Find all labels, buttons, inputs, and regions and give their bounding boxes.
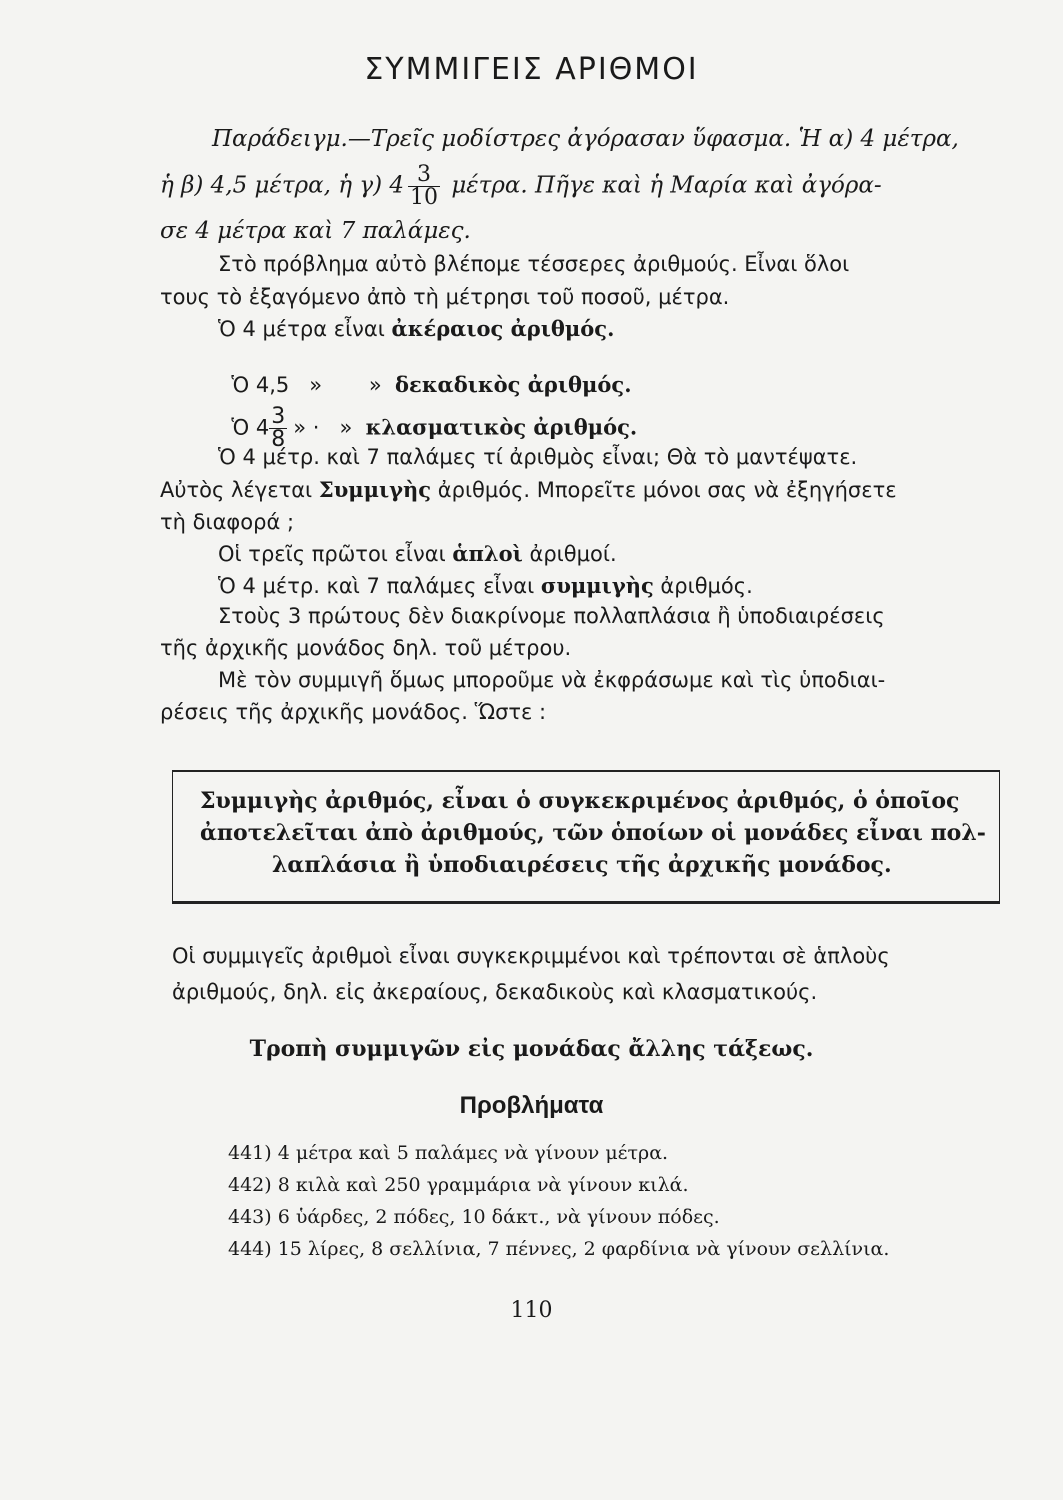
para3-line-2 (218, 573, 753, 598)
definition-line-1: Συμμιγὴς ἀριθμός, εἶναι ὁ συγκεκριμένος ἀριθμός, ὁ ὁποῖος (200, 788, 960, 814)
example-line-1: Παράδειγμ.—Τρεῖς μοδίστρες ἀγόρασαν ὕφασμα. Ἡ α) 4 μέτρα, (212, 126, 959, 152)
para3-line-2-bold: συμμιγὴς (540, 573, 654, 598)
para1-line-2: τους τὸ ἐξαγόμενο ἀπὸ τὴ μέτρησι τοῦ ποσοῦ, μέτρα. (160, 285, 730, 309)
para6-line-1: Οἱ συμμιγεῖς ἀριθμοὶ εἶναι συγκεκριμμένοι καὶ τρέπονται σὲ ἁπλοὺς (172, 944, 890, 968)
classify-row-3 (218, 382, 637, 451)
para3-line-1-bold: ἁπλοὶ (452, 541, 523, 566)
classify-row-1-text: Ὁ 4 μέτρα εἶναι (218, 317, 392, 341)
problem-item: 443) 6 ὑάρδες, 2 πόδες, 10 δάκτ., νὰ γίνουν πόδες. (228, 1206, 720, 1228)
example-line-2 (160, 164, 882, 209)
classify-row-2-text: Ὁ 4,5 » » (231, 373, 396, 397)
classify-row-3-text: Ὁ 4 (231, 415, 270, 440)
definition-line-3: λαπλάσια ἢ ὑποδιαιρέσεις τῆς ἀρχικῆς μονάδος. (272, 852, 892, 878)
para2-line-2 (160, 477, 897, 502)
para3-line-1 (218, 541, 617, 566)
para5-line-2: ρέσεις τῆς ἀρχικῆς μονάδος. Ὥστε : (160, 700, 547, 724)
fraction-denominator: 8 (271, 427, 286, 452)
fraction-denominator: 10 (410, 185, 439, 210)
para2-line-3: τὴ διαφορά ; (160, 510, 295, 534)
classify-row-1 (218, 316, 614, 341)
example-line-2-start: ἡ β) 4,5 μέτρα, ἡ γ) 4 (160, 172, 405, 199)
para2-line-2-end: ἀριθμός. Μπορεῖτε μόνοι σας νὰ ἐξηγήσετε (431, 478, 897, 502)
para4-line-2: τῆς ἀρχικῆς μονάδος δηλ. τοῦ μέτρου. (160, 636, 572, 660)
para2-line-2-bold: Συμμιγὴς (318, 477, 432, 502)
page-title: ΣΥΜΜΙΓΕΙΣ ΑΡΙΘΜΟΙ (364, 52, 699, 87)
para2-line-2-start: Αὐτὸς λέγεται (160, 478, 319, 502)
classify-row-3-bold: κλασματικὸς ἀριθμός. (365, 414, 638, 440)
para5-line-1: Μὲ τὸν συμμιγῆ ὅμως μποροῦμε νὰ ἐκφράσωμε καὶ τὶς ὑποδιαι- (218, 668, 886, 692)
para6-line-2: ἀριθμούς, δηλ. εἰς ἀκεραίους, δεκαδικοὺς καὶ κλασματικούς. (172, 980, 818, 1004)
para1-line-1: Στὸ πρόβλημα αὐτὸ βλέπομε τέσσερες ἀριθμούς. Εἶναι ὅλοι (218, 252, 850, 276)
para3-line-1-start: Οἱ τρεῖς πρῶτοι εἶναι (218, 542, 453, 566)
example-line-3: σε 4 μέτρα καὶ 7 παλάμες. (160, 218, 471, 244)
fraction-numerator: 3 (417, 162, 432, 187)
para4-line-1: Στοὺς 3 πρώτους δὲν διακρίνομε πολλαπλάσια ἢ ὑποδιαιρέσεις (218, 604, 885, 628)
para3-line-1-end: ἀριθμοί. (522, 542, 617, 566)
page-number: 110 (510, 1298, 553, 1323)
para2-line-1: Ὁ 4 μέτρ. καὶ 7 παλάμες τί ἀριθμὸς εἶναι; Θὰ τὸ μαντέψατε. (218, 445, 858, 469)
classify-row-3-mid: » · » (293, 415, 366, 440)
classify-row-2-bold: δεκαδικὸς ἀριθμός. (395, 372, 632, 397)
problems-title: Προβλήματα (459, 1092, 604, 1119)
section-heading: Τροπὴ συμμιγῶν εἰς μονάδας ἄλλης τάξεως. (249, 1036, 814, 1062)
problem-item: 442) 8 κιλὰ καὶ 250 γραμμάρια νὰ γίνουν κιλά. (228, 1174, 689, 1196)
fraction-3-10 (408, 164, 440, 209)
problem-item: 444) 15 λίρες, 8 σελλίνια, 7 πέννες, 2 φαρδίνια νὰ γίνουν σελλίνια. (228, 1238, 890, 1260)
problem-item: 441) 4 μέτρα καὶ 5 παλάμες νὰ γίνουν μέτρα. (228, 1142, 669, 1164)
para3-line-2-start: Ὁ 4 μέτρ. καὶ 7 παλάμες εἶναι (218, 574, 541, 598)
classify-row-1-bold: ἀκέραιος ἀριθμός. (391, 316, 615, 341)
para3-line-2-end: ἀριθμός. (653, 574, 753, 598)
example-line-2-end: μέτρα. Πῆγε καὶ ἡ Μαρία καὶ ἀγόρα- (451, 172, 882, 199)
definition-line-2: ἀποτελεῖται ἀπὸ ἀριθμούς, τῶν ὁποίων οἱ μονάδες εἶναι πολ- (200, 820, 986, 846)
fraction-numerator: 3 (271, 404, 286, 429)
